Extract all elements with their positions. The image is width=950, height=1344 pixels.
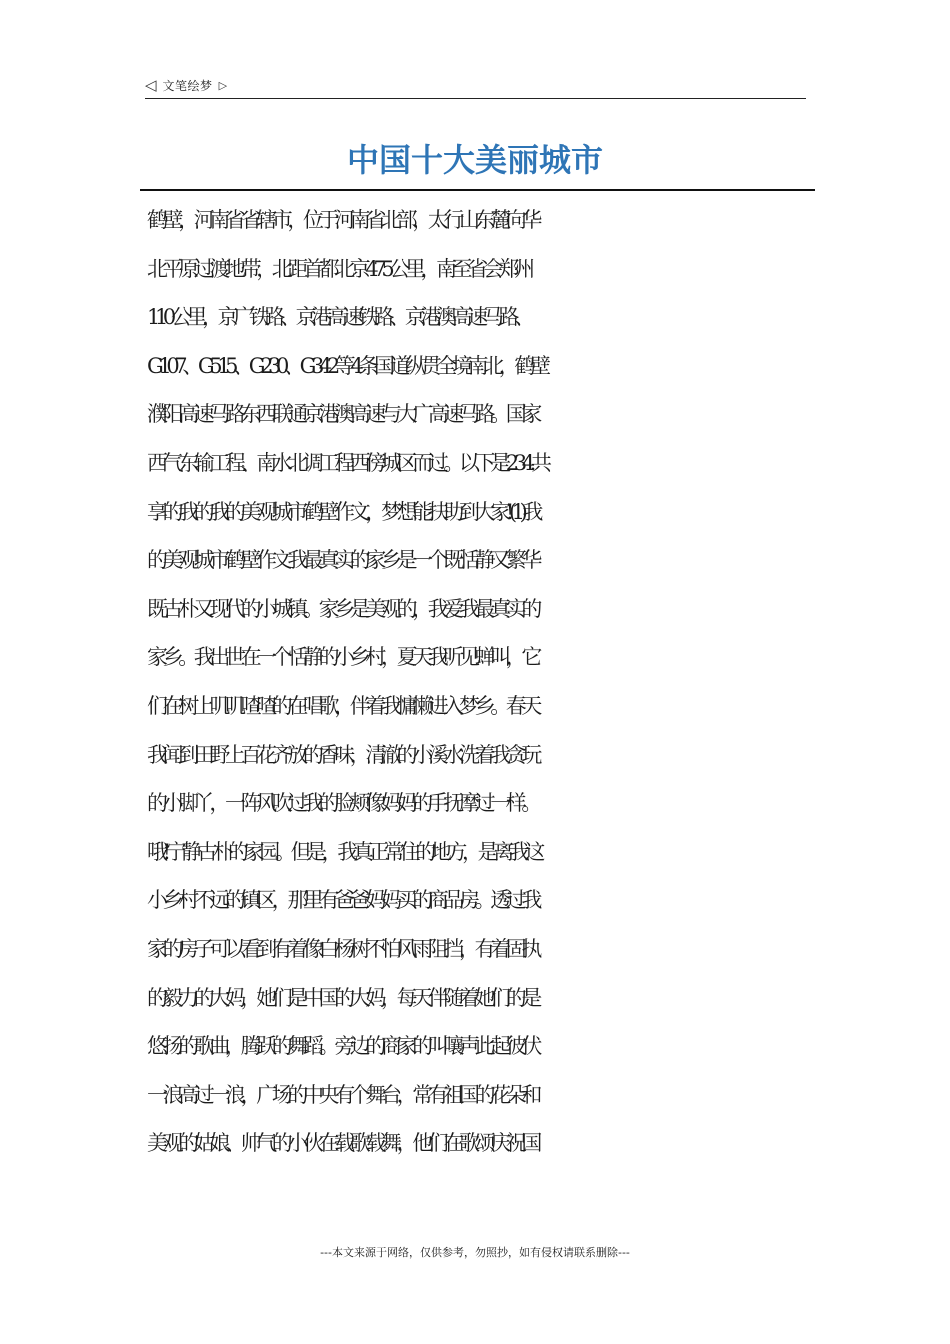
body-line: 小乡村不远的镇区，那里有爸爸妈妈买的商品房。透过我	[147, 888, 537, 913]
body-line: 美观的姑娘、帅气的小伙在载歌载舞，他们在歌颂庆祝国	[147, 1131, 537, 1156]
header-divider	[145, 98, 806, 99]
body-line: 的毅力的大妈，她们是中国的大妈，每天伴随着她们的是	[147, 985, 537, 1010]
document-title: 中国十大美丽城市	[346, 141, 603, 179]
body-line: 西气东输工程、南水北调工程西傍城区而过。以下是234.共	[147, 450, 547, 475]
body-line: 既古朴又现代的小城镇。家乡是美观的，我爱我最真实的	[147, 596, 537, 621]
body-line: 110公里，京广铁路、京港高速铁路、京港澳高速马路、	[147, 305, 530, 330]
body-line: 哦!宁静古朴的家园。但是，我真正常住的地方，是离我这	[147, 839, 541, 864]
brand-label: 文笔绘梦	[162, 78, 213, 93]
body-line: 悠扬的歌曲，腾跃的舞蹈。旁边的商家的叫嚷声此起彼伏	[147, 1034, 537, 1059]
title-divider	[140, 189, 815, 191]
body-line: 家的房子可以看到有着像白杨树不怕风雨阻挡，有着固执	[147, 936, 537, 961]
body-line: 家乡。我出世在一个恬静的小乡村，夏天我听见蝉叫，它	[147, 645, 537, 670]
body-line: 我闻到田野上百花齐放的香味，清澈的小溪水洗着我贪玩	[147, 742, 537, 767]
footer-disclaimer: ---本文来源于网络，仅供参考，勿照抄，如有侵权请联系删除---	[320, 1246, 630, 1259]
body-line: 北平原过渡地带，北距首都北京475公里，南至省会郑州	[147, 256, 530, 281]
left-triangle-icon: ◁	[145, 75, 157, 94]
document-body	[147, 196, 817, 1168]
body-line: 一浪高过一浪，广场的中央有个舞台，常有祖国的花朵和	[147, 1082, 537, 1107]
body-line: 的美观城市鹤壁作文我最真实的家乡是一个既恬静又繁华	[147, 548, 537, 573]
body-line: 的小脚丫，一阵风吹过我的脸颊像妈妈的手抚摩过一样。	[147, 791, 537, 816]
right-triangle-icon: ▷	[218, 78, 228, 92]
body-line: 们在树上叽叽喳喳的在唱歌，伴着我慵懒进入梦乡。春天	[147, 693, 537, 718]
body-line: 享的我的我的美观城市鹤壁作文，梦想能扶助到大家!(1)我	[147, 499, 538, 524]
page-header	[145, 72, 227, 98]
body-line: 濮阳高速马路东西联通京港澳高速与大广高速马路。国家	[147, 402, 537, 427]
body-line: G107、G515、G230、G342等4条国道纵贯全境南北，鹤壁	[147, 353, 546, 378]
body-line: 鹤壁，河南省省辖市，位于河南省北部，太行山东麓向华	[147, 208, 537, 232]
